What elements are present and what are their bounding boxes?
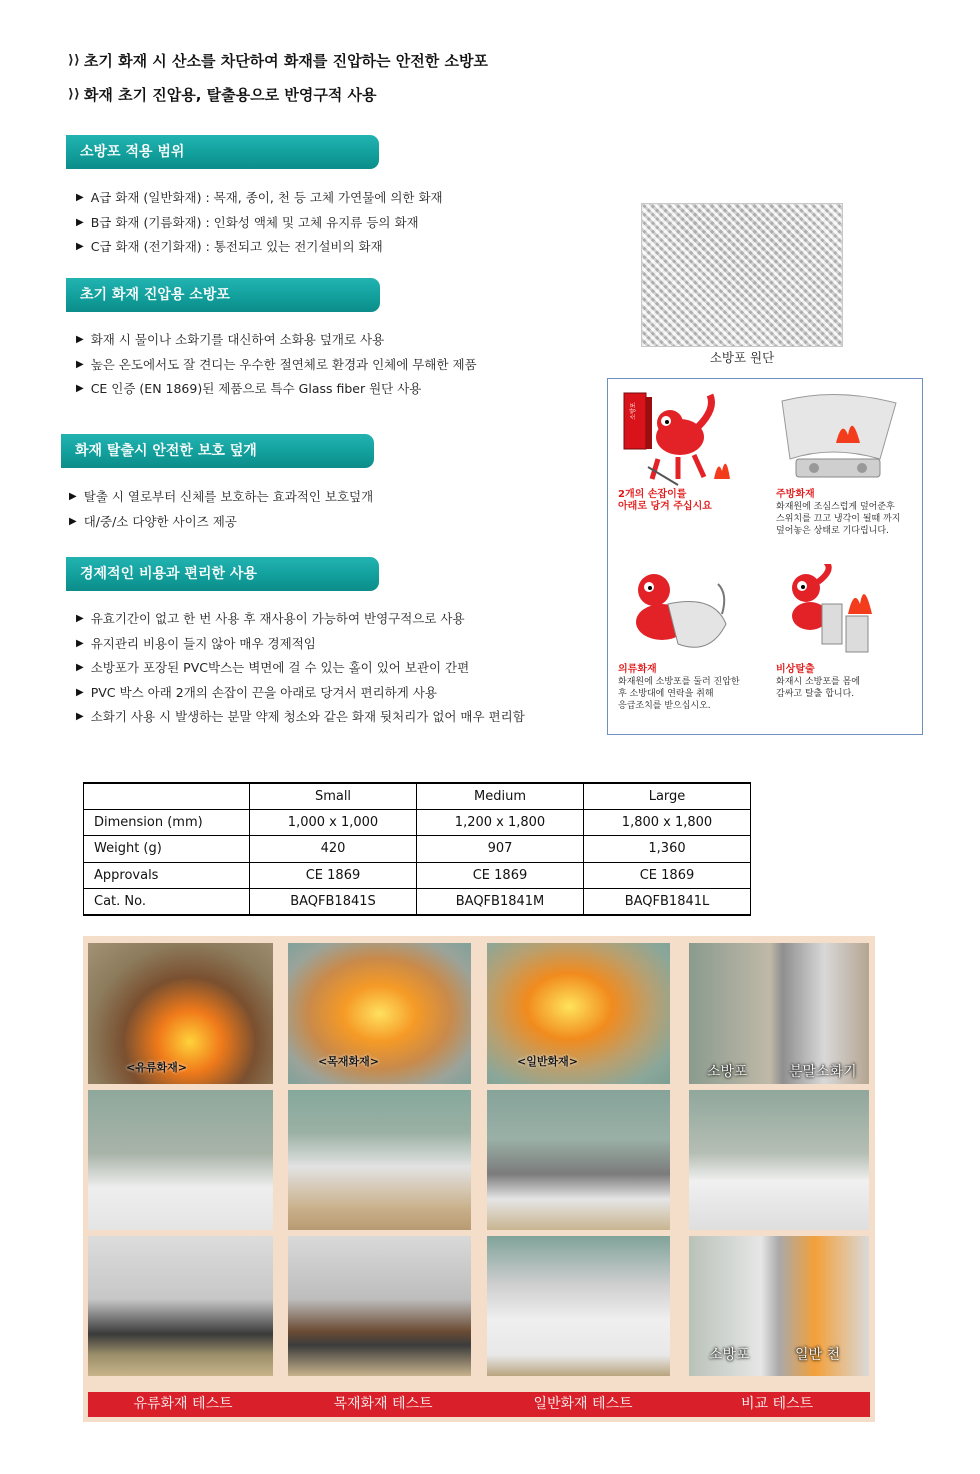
table-corner-cell	[84, 783, 250, 809]
triangle-right-icon: ▶	[76, 192, 84, 203]
wood-fire-photo	[288, 943, 471, 1084]
fabric-caption: 소방포 원단	[709, 350, 775, 365]
oil-cover-photo	[88, 1090, 273, 1230]
table-cell: 907	[417, 836, 584, 862]
triangle-right-icon: ▶	[69, 491, 77, 502]
usage-title: 비상탈출	[776, 664, 815, 675]
column-header: Large	[584, 783, 751, 809]
section-header-economy: 경제적인 비용과 편리한 사용	[66, 557, 379, 591]
list-item-text: 대/중/소 다양한 사이즈 제공	[83, 513, 237, 529]
triangle-right-icon: ▶	[76, 383, 84, 394]
list-item-text: 소방포가 포장된 PVC박스는 벽면에 걸 수 있는 홀이 있어 보관이 간편	[90, 660, 470, 675]
table-cell: BAQFB1841L	[584, 889, 751, 915]
oil-fire-photo	[88, 943, 273, 1084]
usage-description: 화재원에 소방포를 둘러 진압한 후 소방대에 연락을 취해 응급조치를 받으십시오.	[618, 677, 740, 711]
list-item-text: A급 화재 (일반화재) : 목재, 종이, 천 등 고체 가연물에 의한 화재	[90, 190, 443, 205]
usage-title: 주방화재	[776, 489, 815, 500]
list-item-text: 높은 온도에서도 잘 견디는 우수한 절연체로 환경과 인체에 무해한 제품	[90, 356, 477, 372]
table-cell: CE 1869	[417, 862, 584, 888]
photo-label: 일반 천	[795, 1347, 841, 1363]
intro	[68, 44, 488, 112]
list-item	[76, 235, 443, 260]
section-header-suppression: 초기 화재 진압용 소방포	[66, 278, 380, 312]
photo-label: <일반화재>	[517, 1055, 578, 1068]
list-item	[76, 656, 525, 681]
general-cover-photo	[487, 1090, 670, 1230]
table-cell: 1,360	[584, 836, 751, 862]
usage-step-pull	[618, 389, 768, 513]
list-item-text: C급 화재 (전기화재) : 통전되고 있는 전기설비의 화재	[90, 239, 383, 254]
usage-description: 화재원에 조심스럽게 덮어준후 스위치를 끄고 냉각이 될때 까지 덮어놓은 상태로 기다립니다.	[776, 502, 901, 536]
triangle-right-icon: ▶	[76, 613, 84, 624]
intro-line	[68, 78, 488, 112]
list-item	[76, 186, 443, 211]
bullet-list-scope	[76, 186, 443, 260]
list-item-text: 유지관리 비용이 들지 않아 매우 경제적임	[90, 635, 316, 651]
usage-title: 의류화재	[618, 664, 657, 675]
bullet-list-suppression	[76, 328, 477, 402]
table-header-row	[84, 783, 751, 809]
list-item	[76, 211, 443, 236]
list-item	[76, 328, 477, 353]
list-item	[76, 607, 525, 632]
triangle-right-icon: ▶	[69, 515, 77, 527]
triangle-right-icon: ▶	[76, 358, 84, 370]
intro-text: 화재 초기 진압용, 탈출용으로 반영구적 사용	[83, 86, 377, 104]
wood-result-photo	[288, 1236, 471, 1376]
caption-compare-test: 비교 테스트	[740, 1396, 814, 1412]
list-item-text: 유효기간이 없고 한 번 사용 후 재사용이 가능하여 반영구적으로 사용	[90, 611, 465, 626]
list-item-text: 소화기 사용 시 발생하는 분말 약제 청소와 같은 화재 뒷처리가 없어 매우 편리함	[90, 709, 525, 724]
wood-cover-photo	[288, 1090, 471, 1230]
triangle-right-icon: ▶	[76, 711, 84, 722]
escape-illustration	[776, 564, 896, 664]
triangle-right-icon: ▶	[76, 216, 84, 228]
photo-label: <유류화재>	[126, 1061, 187, 1074]
table-cell: 1,200 x 1,800	[417, 809, 584, 835]
section-header-escape: 화재 탈출시 안전한 보호 덮개	[61, 434, 374, 468]
table-cell: 1,000 x 1,000	[250, 809, 417, 835]
table-cell: BAQFB1841S	[250, 889, 417, 915]
table-cell: 1,800 x 1,800	[584, 809, 751, 835]
row-header: Dimension (mm)	[84, 809, 250, 835]
pull-handles-illustration	[618, 389, 738, 489]
usage-step-kitchen	[776, 389, 926, 537]
photo-label: <목재화재>	[318, 1055, 379, 1068]
triangle-right-icon: ▶	[76, 686, 84, 698]
test-caption-bar	[88, 1392, 870, 1417]
table-row	[84, 862, 751, 888]
table-row	[84, 836, 751, 862]
clothing-fire-illustration	[618, 564, 738, 664]
spec-table	[83, 782, 751, 916]
general-fire-photo	[487, 943, 670, 1084]
row-header: Weight (g)	[84, 836, 250, 862]
caption-general-test: 일반화재 테스트	[533, 1396, 633, 1412]
photo-label: 소방포	[709, 1347, 750, 1363]
compare-top-photo	[689, 943, 869, 1084]
table-cell: BAQFB1841M	[417, 889, 584, 915]
intro-text: 초기 화재 시 산소를 차단하여 화재를 진압하는 안전한 소방포	[83, 52, 488, 70]
compare-bottom-photo	[689, 1236, 869, 1376]
caption-wood-test: 목재화재 테스트	[333, 1396, 433, 1412]
compare-middle-photo	[689, 1090, 869, 1230]
double-chevron-right-icon: ⟩⟩	[68, 53, 80, 68]
general-result-photo	[487, 1236, 670, 1376]
kitchen-fire-illustration	[776, 389, 896, 489]
list-item-text: 탈출 시 열로부터 신체를 보호하는 효과적인 보호덮개	[83, 489, 374, 504]
triangle-right-icon: ▶	[76, 334, 84, 345]
section-header-scope: 소방포 적용 범위	[66, 135, 379, 169]
usage-box-label: 소방포	[630, 402, 637, 420]
column-header: Medium	[417, 783, 584, 809]
list-item-text: CE 인증 (EN 1869)된 제품으로 특수 Glass fiber 원단 사용	[90, 381, 422, 396]
triangle-right-icon: ▶	[76, 241, 84, 252]
triangle-right-icon: ▶	[76, 662, 84, 673]
fabric-swatch-image	[641, 203, 843, 347]
bullet-list-economy	[76, 607, 525, 730]
usage-guide	[607, 378, 923, 735]
list-item	[76, 353, 477, 378]
table-cell: 420	[250, 836, 417, 862]
table-cell: CE 1869	[250, 862, 417, 888]
list-item-text: B급 화재 (기름화재) : 인화성 액체 및 고체 유지류 등의 화재	[90, 214, 419, 230]
oil-result-photo	[88, 1236, 273, 1376]
list-item-text: 화재 시 물이나 소화기를 대신하여 소화용 덮개로 사용	[90, 332, 385, 347]
usage-step-escape	[776, 564, 926, 700]
photo-label: 소방포	[707, 1064, 748, 1080]
triangle-right-icon: ▶	[76, 637, 84, 649]
double-chevron-right-icon: ⟩⟩	[68, 87, 80, 102]
table-cell: CE 1869	[584, 862, 751, 888]
usage-description: 화재시 소방포를 몸에 감싸고 탈출 합니다.	[776, 677, 860, 699]
list-item	[76, 681, 525, 706]
list-item	[76, 632, 525, 657]
row-header: Approvals	[84, 862, 250, 888]
list-item	[76, 377, 477, 402]
list-item	[69, 510, 373, 535]
list-item	[69, 485, 373, 510]
list-item	[76, 705, 525, 730]
table-row	[84, 809, 751, 835]
fire-test-photos	[83, 936, 875, 1422]
caption-oil-test: 유류화재 테스트	[133, 1396, 233, 1412]
bullet-list-escape	[69, 485, 373, 534]
photo-label: 분말소화기	[789, 1064, 857, 1080]
usage-title: 2개의 손잡이를 아래로 당겨 주십시요	[618, 489, 712, 512]
column-header: Small	[250, 783, 417, 809]
table-row	[84, 889, 751, 915]
intro-line	[68, 44, 488, 78]
usage-step-clothing	[618, 564, 768, 712]
list-item-text: PVC 박스 아래 2개의 손잡이 끈을 아래로 당겨서 편리하게 사용	[90, 684, 437, 700]
row-header: Cat. No.	[84, 889, 250, 915]
